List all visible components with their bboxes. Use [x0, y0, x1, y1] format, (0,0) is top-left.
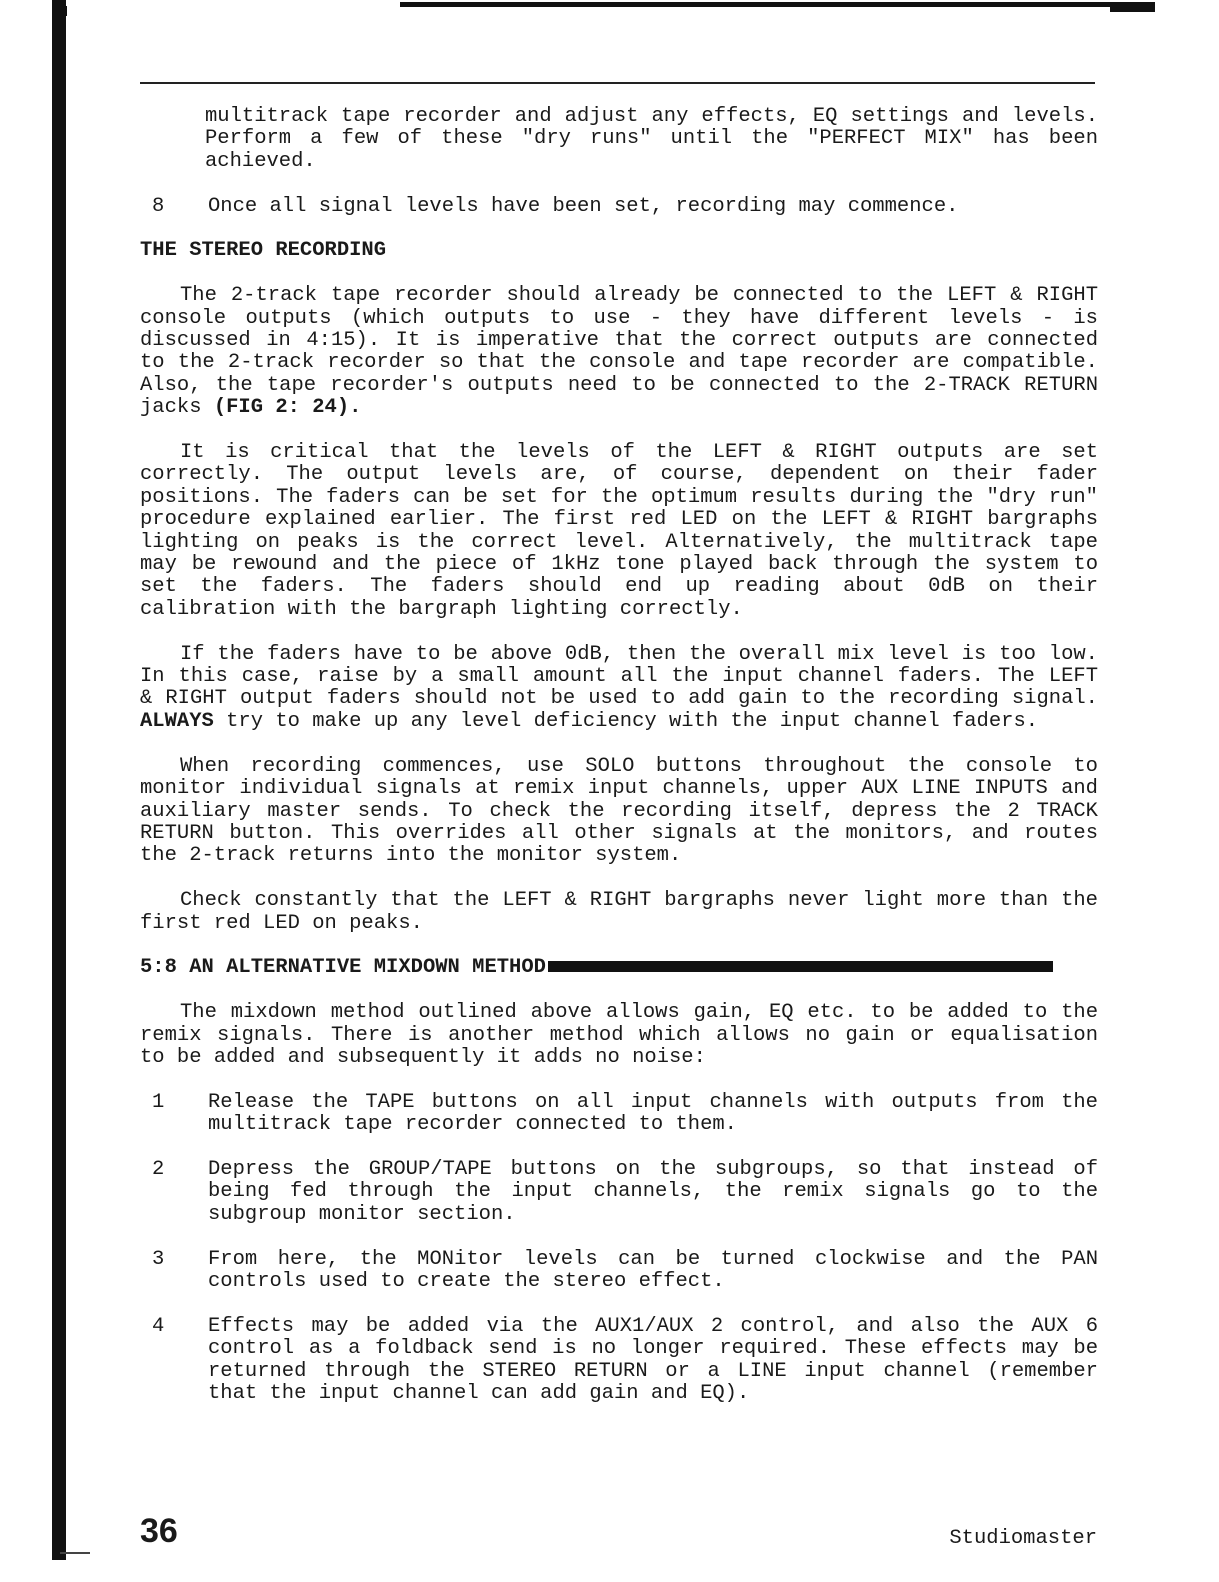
list-item [140, 1159, 1098, 1226]
section-heading-stereo: THE STEREO RECORDING [140, 239, 387, 263]
list-number: 8 [152, 194, 165, 218]
list-item-8 [140, 196, 1098, 218]
page-number: 36 [140, 1512, 178, 1550]
scan-left-edge [52, 0, 66, 1560]
paragraph-monitoring: When recording commences, use SOLO buttons throughout the console to monitor individual signals at remix input channels, upper AUX LINE INPUTS and auxiliary master sends. To check the recording itself, depress the 2 TRACK RETURN button. This overrides all other signals at the monitors, and routes the 2-track returns into the monitor system. [140, 754, 1098, 868]
emphasis-always: ALWAYS [140, 709, 214, 733]
section-heading-alternative-text: 5:8 AN ALTERNATIVE MIXDOWN METHOD [140, 956, 546, 980]
list-text: From here, the MONitor levels can be turned clockwise and the PAN controls used to create the stereo effect. [208, 1247, 1098, 1293]
list-number: 3 [152, 1247, 165, 1271]
heading-bar [548, 961, 1053, 972]
paragraph-check: Check constantly that the LEFT & RIGHT bargraphs never light more than the first red LED on peaks. [140, 889, 1098, 935]
paragraph-faders [140, 644, 1098, 734]
list-number: 1 [152, 1090, 165, 1114]
paragraph-connection-text: The 2-track tape recorder should already be connected to the LEFT & RIGHT console outputs (which outputs to use - they have different levels - is discussed in 4:15). It is imperative that the correct outputs are connected to the 2-track recorder so that the console and tape recorder are compatible. Also, the tape recorder's outputs need to be connected to the 2-TRACK RETURN jacks [140, 284, 1098, 420]
scan-top-edge [400, 2, 1155, 7]
list-number: 4 [152, 1314, 165, 1338]
section-heading-alternative [140, 957, 1098, 979]
list-text: Release the TAPE buttons on all input channels with outputs from the multitrack tape recorder connected to them. [208, 1090, 1098, 1137]
paragraph-connection [140, 285, 1098, 419]
paragraph-faders-text-a: If the faders have to be above 0dB, then the overall mix level is too low. In this case, raise by a small amount all the input channel faders. The LEFT & RIGHT output faders should not be used to add gain to the recording signal. [140, 642, 1098, 711]
list-item [140, 1092, 1098, 1137]
list-item [140, 1249, 1098, 1294]
paragraph-alternative-intro: The mixdown method outlined above allows gain, EQ etc. to be added to the remix signals. There is another method which allows no gain or equalisation to be added and subsequently it adds no noise: [140, 1001, 1098, 1069]
scan-corner-notch [64, 6, 89, 16]
figure-reference: (FIG 2: 24). [213, 396, 362, 420]
list-text: Effects may be added via the AUX1/AUX 2 control, and also the AUX 6 control as a foldback send is no longer required. These effects may be returned through the STEREO RETURN or a LINE input channel (remember that the input channel can add gain and EQ). [208, 1314, 1098, 1405]
header-rule [140, 82, 1095, 84]
paragraph-faders-text-c: try to make up any level deficiency with the input channel faders. [213, 709, 1039, 733]
paragraph-levels: It is critical that the levels of the LEFT & RIGHT outputs are set correctly. The output levels are, of course, dependent on their fader positions. The faders can be set for the optimum results during the "dry run" procedure explained earlier. The first red LED on the LEFT & RIGHT bargraphs lighting on peaks is the correct level. Alternatively, the multitrack tape may be rewound and the piece of 1kHz tone played back through the system to set the faders. The faders should end up reading about 0dB on their calibration with the bargraph lighting correctly. [140, 441, 1098, 621]
scan-corner-mark [60, 1552, 90, 1554]
list-text: Depress the GROUP/TAPE buttons on the subgroups, so that instead of being fed through the input channels, the remix signals go to the subgroup monitor section. [208, 1157, 1098, 1226]
footer-brand: Studiomaster [949, 1527, 1097, 1550]
intro-continuation: multitrack tape recorder and adjust any effects, EQ settings and levels. Perform a few of these "dry runs" until the "PERFECT MIX" has been achieved. [205, 105, 1098, 173]
list-number: 2 [152, 1157, 165, 1181]
page-body [140, 106, 1098, 1428]
list-item [140, 1316, 1098, 1406]
list-text: Once all signal levels have been set, recording may commence. [208, 194, 959, 218]
scan-top-edge-end [1110, 2, 1155, 12]
